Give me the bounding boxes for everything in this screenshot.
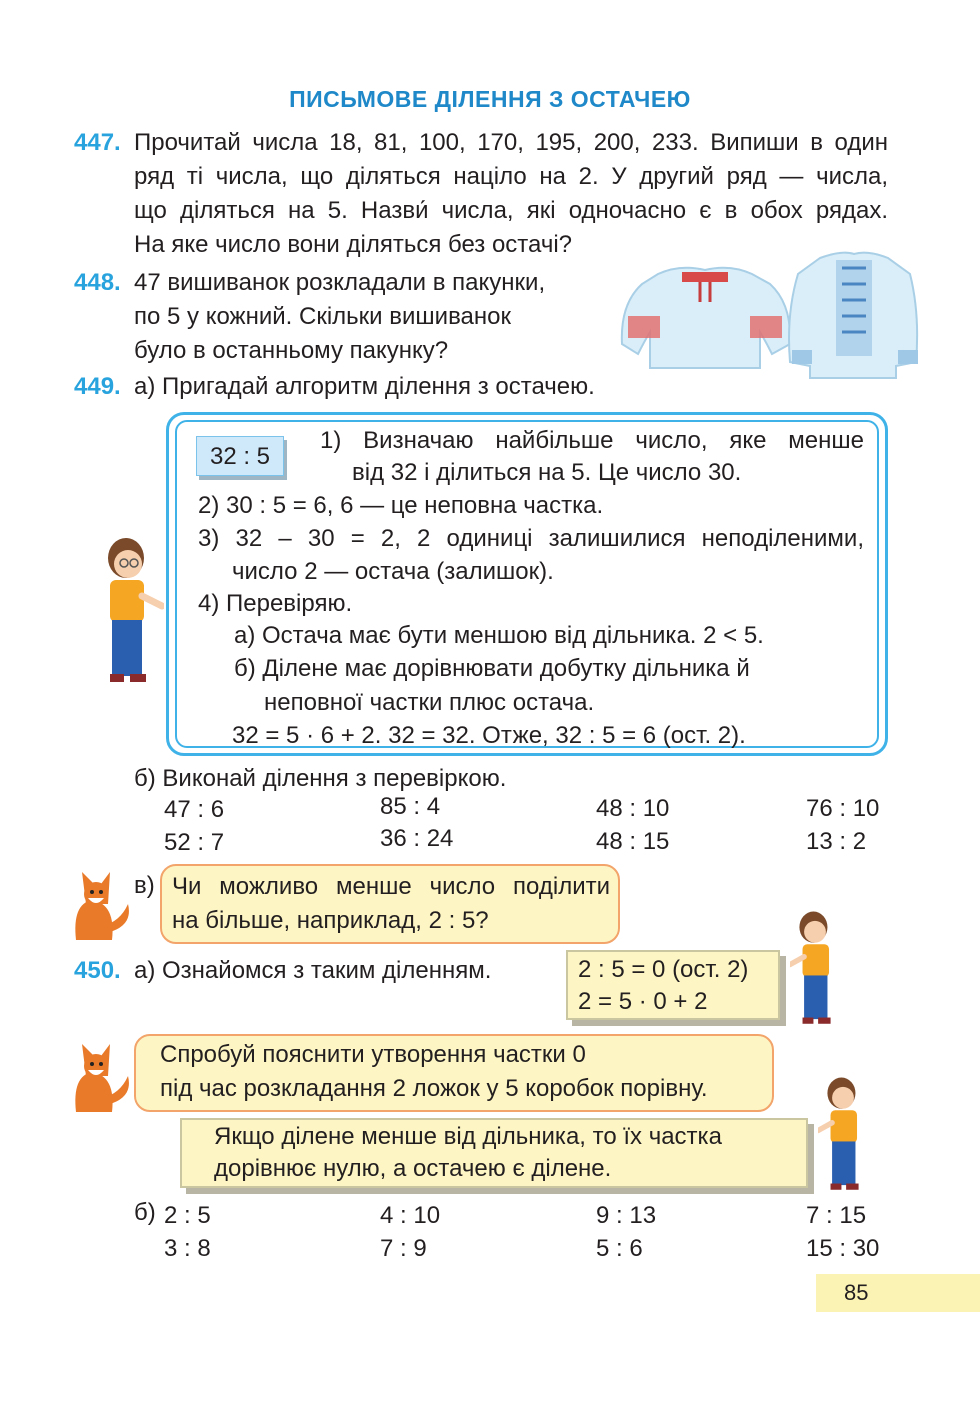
fox-illustration-2 <box>72 1036 136 1116</box>
division-item: 85 : 4 <box>380 793 441 820</box>
division-item: 5 : 6 <box>596 1235 643 1262</box>
shirt-left-icon <box>622 268 790 368</box>
algo-check-b-cont: неповної частки плюс остача. <box>264 689 595 716</box>
division-item: 47 : 6 <box>164 796 225 823</box>
division-item: 15 : 30 <box>806 1235 880 1262</box>
exercise-449-a: а) Пригадай алгоритм ділення з остачею. <box>134 373 595 400</box>
exercise-450-a: а) Ознайомся з таким діленням. <box>134 957 492 984</box>
division-item: 9 : 13 <box>596 1202 657 1229</box>
example-line-2: 2 = 5 · 0 + 2 <box>578 988 708 1015</box>
division-item: 52 : 7 <box>164 829 225 856</box>
question-line-1: Чи можливо менше число поділити <box>172 873 610 900</box>
division-item: 36 : 24 <box>380 825 454 852</box>
algo-step-4: 4) Перевіряю. <box>198 590 353 617</box>
boy-illustration-2 <box>790 910 840 1030</box>
division-item: 7 : 15 <box>806 1202 867 1229</box>
exercise-447-line-1: Прочитай числа 18, 81, 100, 170, 195, 200, 233. Випиши в один <box>134 129 888 156</box>
exercise-447-number: 447. <box>74 129 121 156</box>
exercise-450-b-label: б) <box>134 1199 156 1226</box>
rule-line-2: дорівнює нулю, а остачею є ділене. <box>214 1155 612 1182</box>
rule-line-1: Якщо ділене менше від дільника, то їх частка <box>214 1123 722 1150</box>
exercise-449-b: б) Виконай ділення з перевіркою. <box>134 765 507 792</box>
exercise-448-line-1: 47 вишиванок розкладали в пакунки, <box>134 269 546 296</box>
exercise-447-line-4: На яке число вони діляться без остачі? <box>134 231 573 258</box>
division-item: 7 : 9 <box>380 1235 427 1262</box>
try-line-2: під час розкладання 2 ложок у 5 коробок порівну. <box>160 1075 708 1102</box>
division-item: 2 : 5 <box>164 1202 211 1229</box>
algo-check-b: б) Ділене має дорівнювати добутку дільника й <box>234 655 750 682</box>
algo-conclusion: 32 = 5 · 6 + 2. 32 = 32. Отже, 32 : 5 = 6 (ост. 2). <box>232 722 746 749</box>
exercise-447-line-2: ряд ті числа, що діляться націло на 2. У другий ряд — числа, <box>134 163 888 190</box>
embroidered-shirts-image <box>620 244 920 384</box>
exercise-448-number: 448. <box>74 269 121 296</box>
exercise-448-line-2: по 5 у кожний. Скільки вишиванок <box>134 303 511 330</box>
fox-illustration-1 <box>72 864 136 944</box>
division-item: 3 : 8 <box>164 1235 211 1262</box>
algo-step-3-cont: число 2 — остача (залишок). <box>232 558 554 585</box>
exercise-448-line-3: було в останньому пакунку? <box>134 337 449 364</box>
division-item: 48 : 15 <box>596 828 670 855</box>
boy-illustration-1 <box>100 536 164 690</box>
exercise-449-v-label: в) <box>134 872 155 899</box>
try-line-1: Спробуй пояснити утворення частки 0 <box>160 1041 586 1068</box>
page-number: 85 <box>816 1274 980 1312</box>
exercise-450-number: 450. <box>74 957 121 984</box>
algo-step-1-cont: від 32 і ділиться на 5. Це число 30. <box>352 459 742 486</box>
division-item: 13 : 2 <box>806 828 867 855</box>
exercise-447-line-3: що діляться на 5. Назви́ числа, які одночасно є в обох рядах. <box>134 197 888 224</box>
example-line-1: 2 : 5 = 0 (ост. 2) <box>578 956 749 983</box>
exercise-449-number: 449. <box>74 373 121 400</box>
boy-illustration-3 <box>818 1076 868 1196</box>
example-chip: 32 : 5 <box>196 436 284 476</box>
section-title: ПИСЬМОВЕ ДІЛЕННЯ З ОСТАЧЕЮ <box>289 86 691 112</box>
division-item: 48 : 10 <box>596 795 670 822</box>
algo-check-a: а) Остача має бути меншою від дільника. 2 < 5. <box>234 622 764 649</box>
division-item: 76 : 10 <box>806 795 880 822</box>
question-line-2: на більше, наприклад, 2 : 5? <box>172 907 489 934</box>
algo-step-1: 1) Визначаю найбільше число, яке менше <box>320 427 864 454</box>
division-item: 4 : 10 <box>380 1202 441 1229</box>
algo-step-3: 3) 32 – 30 = 2, 2 одиниці залишилися неподіленими, <box>198 525 864 552</box>
shirt-right-icon <box>789 253 918 378</box>
algo-step-2: 2) 30 : 5 = 6, 6 — це неповна частка. <box>198 492 604 519</box>
